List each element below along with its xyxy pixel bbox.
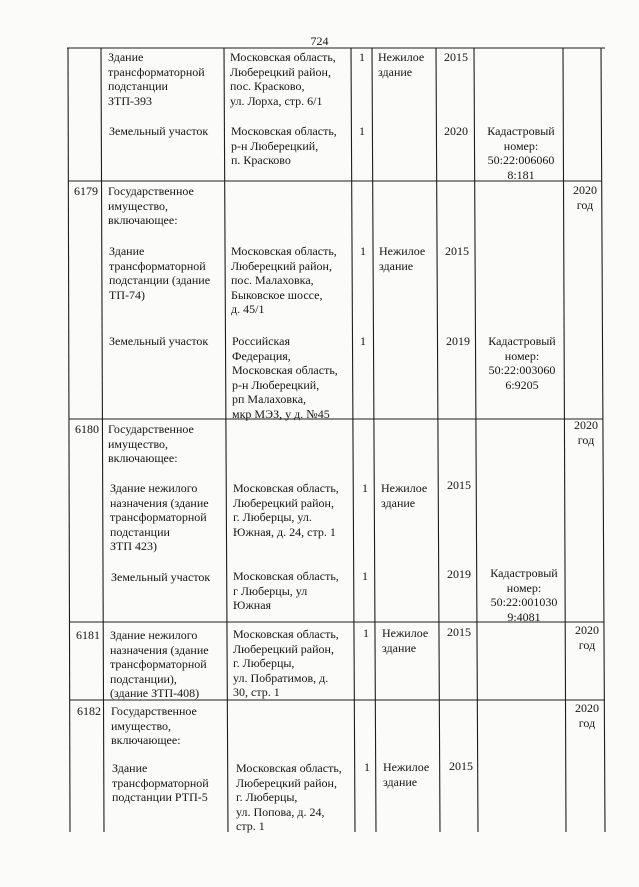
item-year: 2015 — [447, 478, 471, 492]
item-year: 2015 — [449, 759, 473, 773]
item-year: 2019 — [446, 334, 470, 348]
record-description: Государственное имущество, включающее: — [108, 184, 194, 228]
item-quantity: 1 — [363, 626, 369, 640]
record-description: Государственное имущество, включающее: — [108, 422, 194, 466]
item-quantity: 1 — [362, 481, 368, 495]
item-object-type: Нежилое здание — [382, 626, 429, 655]
item-address: Московская область, Люберецкий район, г. Люберцы, ул. Побратимов, д. 30, стр. 1 — [233, 627, 339, 700]
item-name: Здание нежилого назначения (здание трансформаторной подстанции ЗТП 423) — [110, 481, 209, 554]
item-name: Земельный участок — [109, 124, 209, 138]
record-number: 6182 — [77, 704, 101, 718]
item-name: Здание нежилого назначения (здание трансформаторной подстанции), (здание ЗТП-408) — [110, 628, 209, 701]
item-address: Московская область, г Люберцы, ул Южная — [233, 569, 339, 613]
item-year: 2019 — [447, 567, 471, 581]
item-cadastral-note: Кадастровый номер: 50:22:001030 9:4081 — [490, 566, 558, 624]
item-object-type: Нежилое здание — [378, 50, 425, 79]
item-year: 2020 — [444, 124, 468, 138]
item-name: Здание трансформаторной подстанции ЗТП-393 — [108, 50, 205, 108]
item-name: Земельный участок — [109, 334, 209, 348]
record-number: 6179 — [74, 184, 98, 198]
item-name: Здание трансформаторной подстанции РТП-5 — [112, 761, 209, 805]
item-address: Московская область, Люберецкий район, г. Люберцы, ул. Попова, д. 24, стр. 1 — [236, 761, 342, 834]
item-cadastral-note: Кадастровый номер: 50:22:003060 6:9205 — [488, 334, 556, 392]
item-quantity: 1 — [360, 334, 366, 348]
item-name: Здание трансформаторной подстанции (здание ТП-74) — [109, 244, 211, 302]
item-year: 2015 — [447, 625, 471, 639]
col-rule-qty — [372, 48, 376, 832]
record-year: 2020 год — [573, 183, 597, 212]
item-quantity: 1 — [362, 569, 368, 583]
item-quantity: 1 — [364, 760, 370, 774]
col-rule-type — [436, 48, 440, 832]
item-quantity: 1 — [359, 50, 365, 64]
col-rule-name — [224, 48, 228, 832]
record-number: 6180 — [75, 422, 99, 436]
record-year: 2020 год — [574, 418, 598, 447]
item-year: 2015 — [444, 50, 468, 64]
item-quantity: 1 — [360, 244, 366, 258]
item-address: Московская область, р-н Люберецкий, п. Красково — [231, 124, 337, 168]
record-year: 2020 год — [575, 701, 599, 730]
item-address: Московская область, Люберецкий район, пос. Красково, ул. Лорха, стр. 6/1 — [230, 50, 336, 108]
record-description: Государственное имущество, включающее: — [111, 704, 197, 748]
record-year: 2020 год — [575, 623, 599, 652]
item-address: Московская область, Люберецкий район, пос. Малаховка, Быковское шоссе, д. 45/1 — [231, 244, 337, 317]
item-address: Российская Федерация, Московская область, р-н Люберецкий, рп Малаховка, мкр МЭЗ, у д. №45 — [232, 334, 338, 421]
col-rule-left — [68, 48, 70, 832]
item-quantity: 1 — [359, 124, 365, 138]
item-address: Московская область, Люберецкий район, г. Люберцы, ул. Южная, д. 24, стр. 1 — [233, 481, 339, 539]
item-object-type: Нежилое здание — [383, 760, 430, 789]
col-rule-number — [101, 48, 104, 832]
item-object-type: Нежилое здание — [381, 481, 428, 510]
col-rule-address — [351, 48, 355, 832]
item-year: 2015 — [445, 244, 469, 258]
record-number: 6181 — [76, 628, 100, 642]
item-name: Земельный участок — [111, 570, 211, 584]
item-cadastral-note: Кадастровый номер: 50:22:006060 8:181 — [487, 124, 555, 182]
item-object-type: Нежилое здание — [379, 244, 426, 273]
page-number: 724 — [310, 34, 329, 48]
